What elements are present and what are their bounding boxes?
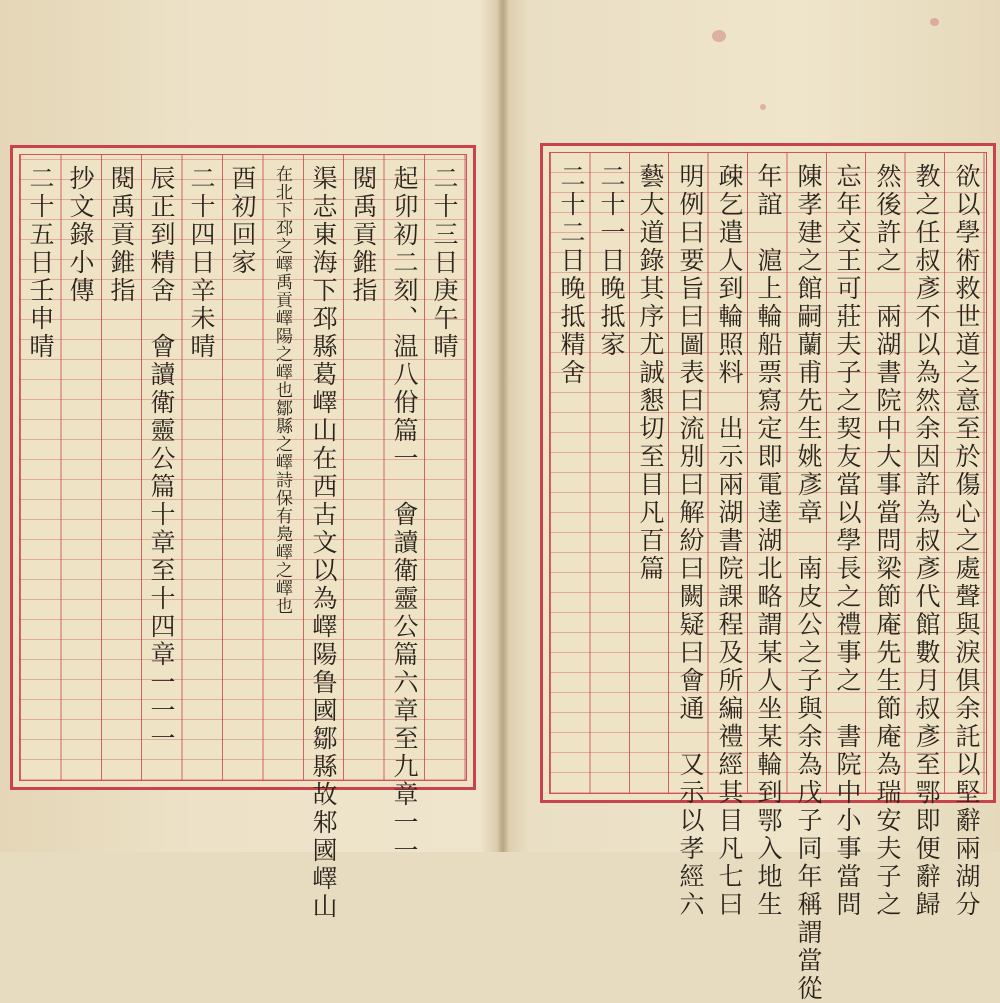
ink-stain	[930, 18, 939, 26]
right-page-column-7: 疎乞遣人到輪照料 出示兩湖書院課程及所編禮經其目凡七曰	[715, 163, 744, 919]
left-page-column-4: 渠志東海下邳縣葛嶧山在西古文以為嶧陽鲁國鄒縣故邾國嶧山	[309, 165, 338, 921]
left-page-frame	[10, 145, 476, 921]
right-page-column-2: 教之任叔彥不以為然余因許為叔彥代館數月叔彥至鄂即便辭歸	[912, 163, 941, 919]
left-page-column-2: 起卯初二刻、温八佾篇一 會讀衛靈公篇六章至九章一一	[390, 165, 419, 865]
right-page-column-10: 二十一日晚抵家	[597, 163, 626, 359]
left-page-column-9: 閱禹貢錐指	[107, 165, 136, 305]
ink-stain	[712, 30, 726, 42]
left-page-grid	[19, 154, 467, 921]
right-page-column-11: 二十二日晚抵精舍	[557, 163, 586, 387]
right-page-column-9: 藝大道錄其序尤誠懇切至目凡百篇	[636, 163, 665, 583]
right-page-column-8: 明例曰要旨曰圖表曰流別曰解紛曰闕疑曰會通 又示以孝經六	[676, 163, 705, 919]
right-page-column-3: 然後許之 兩湖書院中大事當問梁節庵先生節庵為瑞安夫子之	[873, 163, 902, 919]
left-page-column-1: 二十三日庚午晴	[430, 165, 459, 361]
right-page-frame	[540, 143, 996, 1003]
left-page-column-3: 閱禹貢錐指	[349, 165, 378, 305]
left-page-column-5: 在北下邳之嶧禹貢嶧陽之嶧也鄒縣之嶧詩保有鳧嶧之嶧也	[272, 165, 292, 615]
right-page-column-6: 年誼 滬上輪船票寫定即電達湖北略謂某人坐某輪到鄂入地生	[754, 163, 783, 919]
book-gutter	[497, 0, 509, 852]
left-page-column-6: 酉初回家	[228, 165, 257, 277]
left-page-column-11: 二十五日壬申晴	[26, 165, 55, 361]
right-page-column-1: 欲以學術救世道之意至於傷心之處聲與淚俱余託以堅辭兩湖分	[952, 163, 981, 919]
right-page-column-5: 陳孝建之館嗣蘭甫先生姚彥章 南皮公之子與余為戊子同年稱謂當從	[794, 163, 823, 1003]
right-page-grid	[549, 152, 987, 1003]
ink-stain	[760, 104, 766, 110]
right-page-column-4: 忘年交王可莊夫子之契友當以學長之禮事之 書院中小事當問	[833, 163, 862, 919]
left-page-column-7: 二十四日辛未晴	[187, 165, 216, 361]
left-page-column-10: 抄文錄小傳	[66, 165, 95, 305]
left-page-column-8: 辰正到精舍 會讀衛靈公篇十章至十四章一一一	[147, 165, 176, 753]
